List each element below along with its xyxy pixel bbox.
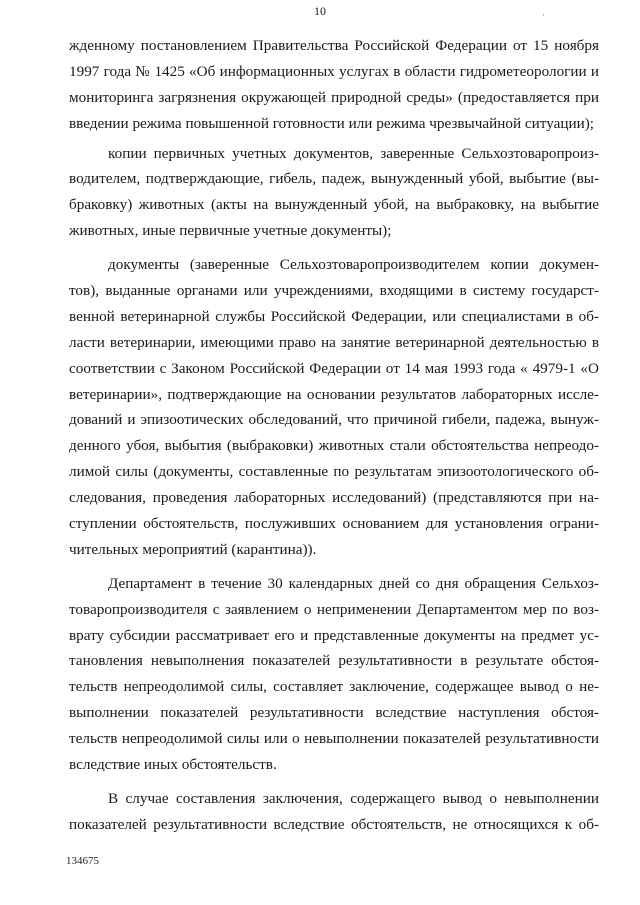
text-line: ласти ветеринарии, имеющими право на занятие ветеринарной деятельностью в	[69, 333, 599, 351]
text-line: венной ветеринарной службы Российской Федерации, или специалистами в об-	[69, 307, 599, 325]
text-line: документы (заверенные Сельхозтоваропроизводителем копии докумен-	[108, 256, 599, 274]
paragraph	[69, 33, 599, 137]
text-line: чительных мероприятий (карантина)).	[69, 540, 317, 558]
text-line: следования, проведения лабораторных исследований) (представляются при на-	[69, 489, 599, 507]
text-line: мониторинга загрязнения окружающей природной среды» (предоставляется при	[69, 88, 599, 106]
text-line: дований и эпизоотических обследований, что причиной гибели, падежа, вынуж-	[69, 411, 599, 429]
text-line: денного убоя, выбытия (выбраковки) животных стали обстоятельства непреодо-	[69, 437, 599, 455]
document-body	[69, 33, 599, 838]
text-line: Департамент в течение 30 календарных дней со дня обращения Сельхоз-	[108, 574, 599, 592]
text-line: товаропроизводителя с заявлением о неприменении Департаментом мер по воз-	[69, 600, 599, 618]
text-line: соответствии с Законом Российской Федерации от 14 мая 1993 года « 4979-1 «О	[69, 359, 599, 377]
paragraph	[69, 571, 599, 778]
text-line: животных, иные первичные учетные документы);	[69, 222, 392, 240]
text-line: тов), выданные органами или учреждениями, входящими в систему государст-	[69, 282, 599, 300]
text-line: ступлении обстоятельств, послуживших основанием для установления ограни-	[69, 515, 599, 533]
text-line: показателей результативности вследствие обстоятельств, не относящихся к об-	[69, 815, 599, 833]
paragraph	[69, 252, 599, 563]
text-line: лимой силы (документы, составленные по результатам эпизоотологического об-	[69, 463, 599, 481]
paragraph-gap	[69, 244, 599, 252]
page-number: 10	[314, 4, 326, 18]
text-line: введении режима повышенной готовности или режима чрезвычайной ситуации);	[69, 114, 595, 132]
paragraph	[69, 141, 599, 245]
text-line: тельств непреодолимой силы, составляет заключение, содержащее вывод о не-	[69, 678, 599, 696]
document-code: 134675	[66, 855, 99, 867]
corner-mark: ·	[542, 10, 545, 20]
text-line: вследствие иных обстоятельств.	[69, 756, 277, 774]
text-line: браковку) животных (акты на вынужденный убой, на выбраковку, на выбытие	[69, 196, 599, 214]
text-line: водителем, подтверждающие, гибель, падеж, вынужденный убой, выбытие (вы-	[69, 170, 599, 188]
text-line: врату субсидии рассматривает его и представленные документы на предмет ус-	[69, 626, 599, 644]
text-line: тельств непреодолимой силы или о невыполнении показателей результативности	[69, 730, 599, 748]
paragraph-gap	[69, 778, 599, 786]
text-line: копии первичных учетных документов, заверенные Сельхозтоваропроиз-	[108, 144, 599, 162]
text-line: жденному постановлением Правительства Российской Федерации от 15 ноября	[69, 37, 599, 54]
text-line: тановления невыполнения показателей результативности в результате обстоя-	[69, 652, 599, 670]
text-line: выполнении показателей результативности вследствие наступления обстоя-	[69, 704, 599, 722]
text-line: 1997 года № 1425 «Об информационных услугах в области гидрометеорологии и	[69, 62, 599, 80]
text-line: В случае составления заключения, содержащего вывод о невыполнении	[108, 789, 599, 807]
paragraph	[69, 786, 599, 838]
text-line: ветеринарии», подтверждающие на основании результатов лабораторных иссле-	[69, 385, 599, 403]
paragraph-gap	[69, 563, 599, 571]
